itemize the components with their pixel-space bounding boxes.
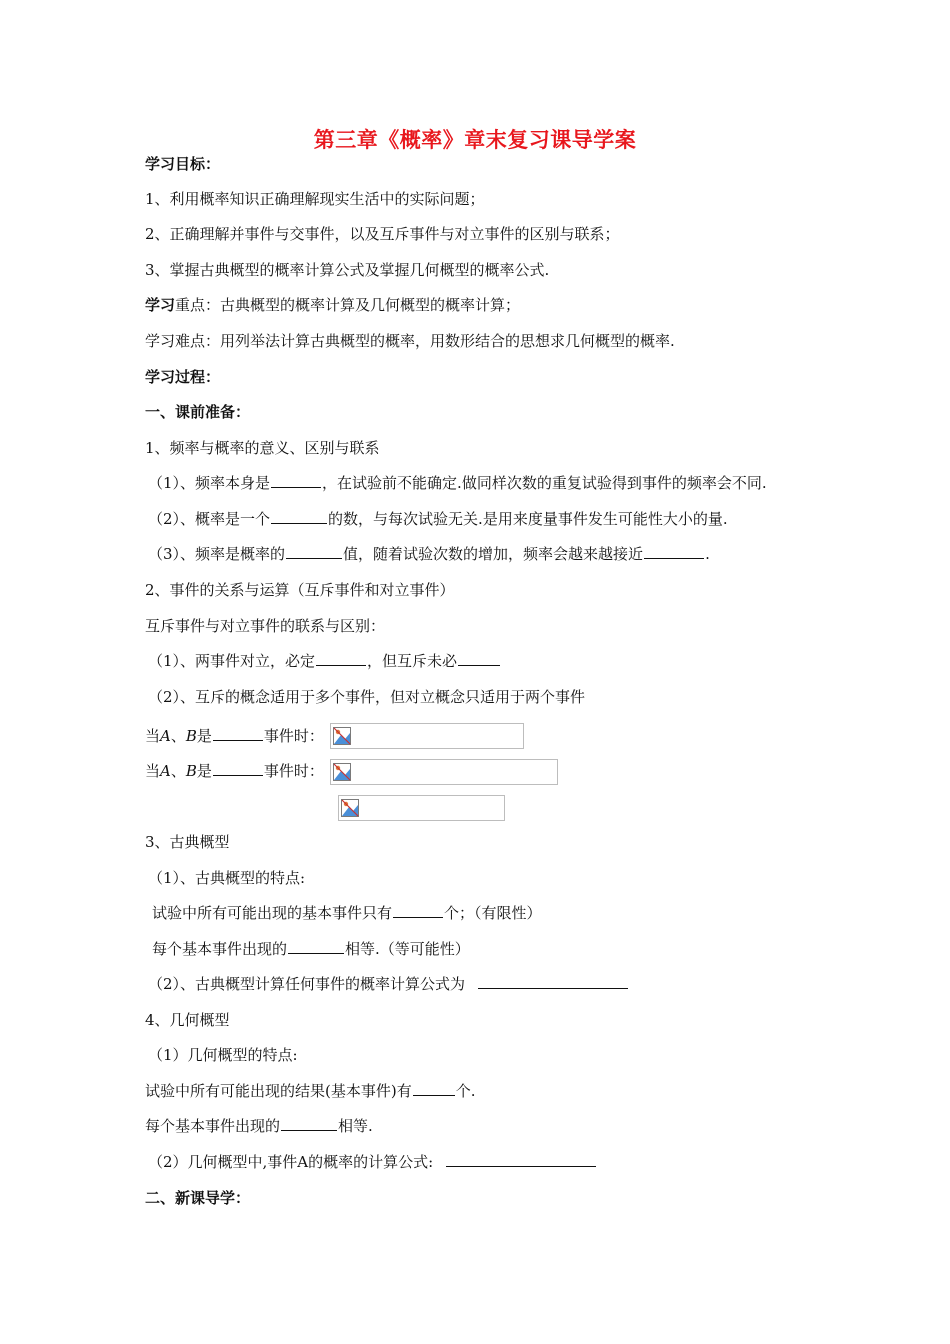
blank	[288, 939, 344, 954]
s2-item-2: （2）、互斥的概念适用于多个事件，但对立概念只适用于两个事件	[148, 688, 586, 706]
blank	[281, 1116, 337, 1131]
s3-item-1b	[152, 939, 470, 959]
when-text: 当	[145, 762, 161, 780]
s3-item-1a	[152, 903, 542, 923]
var-a: A	[160, 762, 171, 780]
when-line-1	[145, 726, 324, 746]
s4-item-1b	[145, 1116, 373, 1136]
s4-item-1a-text-b: 个.	[455, 1082, 476, 1100]
s2-item-1-text-b: ，但互斥未必	[367, 652, 458, 670]
s4-item-1b-text-a: 每个基本事件出现的	[145, 1117, 281, 1135]
s1-item-2-text-b: 的数，与每次试验无关.是用来度量事件发生可能性大小的量.	[328, 510, 728, 528]
s3-item-2-text: （2）、古典概型计算任何事件的概率计算公式为	[148, 975, 466, 993]
var-a: A	[160, 727, 171, 745]
blank	[413, 1081, 455, 1096]
when-end: 事件时：	[263, 762, 324, 780]
s3-item-1: （1）、古典概型的特点:	[148, 869, 306, 887]
s1-item-1	[148, 473, 767, 493]
blank	[213, 726, 263, 741]
s1-item-1-text-a: （1）、频率本身是	[148, 474, 271, 492]
s2-item-1-text-a: （1）、两事件对立，必定	[148, 652, 316, 670]
when-end: 事件时：	[263, 727, 324, 745]
s1-item-3-text-a: （3）、频率是概率的	[148, 545, 286, 563]
sep: 、	[170, 762, 186, 780]
s1-item-1-text-b: ，在试验前不能确定.做同样次数的重复试验得到事件的频率会不同.	[322, 474, 767, 492]
s3-item-1b-text-a: 每个基本事件出现的	[152, 940, 288, 958]
broken-image-icon	[341, 799, 359, 817]
var-b: B	[185, 762, 197, 780]
key-points	[145, 295, 520, 315]
var-b: B	[185, 727, 197, 745]
s3-item-2	[148, 974, 629, 994]
blank	[393, 903, 443, 918]
section-3-title: 3、古典概型	[145, 833, 230, 851]
section-2-title: 2、事件的关系与运算（互斥事件和对立事件）	[145, 581, 455, 599]
s1-item-3	[148, 544, 710, 564]
sep: 、	[170, 727, 186, 745]
goals-heading: 学习目标：	[145, 155, 221, 173]
key-points-text: 重点：古典概型的概率计算及几何概型的概率计算；	[175, 296, 521, 314]
s4-item-2-text: （2）几何概型中,事件A的概率的计算公式:	[148, 1153, 434, 1171]
difficulty-points: 学习难点：用列举法计算古典概型的概率，用数形结合的思想求几何概型的概率.	[145, 332, 675, 350]
s3-item-1a-text-b: 个；（有限性）	[444, 904, 542, 922]
formula-image-2	[330, 759, 558, 785]
s2-intro: 互斥事件与对立事件的联系与区别：	[145, 617, 386, 635]
s4-item-1b-text-b: 相等.	[338, 1117, 373, 1135]
s1-item-2	[148, 509, 728, 529]
blank	[644, 544, 704, 559]
when-text: 当	[145, 727, 161, 745]
blank	[478, 974, 628, 989]
section-4-title: 4、几何概型	[145, 1011, 230, 1029]
formula-image-3	[338, 795, 505, 821]
s4-item-1: （1）几何概型的特点:	[148, 1046, 298, 1064]
s2-item-1	[148, 651, 501, 671]
blank	[271, 473, 321, 488]
s4-item-1a	[145, 1081, 476, 1101]
s4-item-2	[148, 1152, 597, 1172]
blank	[446, 1152, 596, 1167]
when-line-2	[145, 761, 324, 781]
broken-image-icon	[333, 763, 351, 781]
broken-image-icon	[333, 727, 351, 745]
key-points-label: 学习	[145, 296, 176, 314]
page-title: 第三章《概率》章末复习课导学案	[313, 128, 637, 152]
s1-item-3-text-b: 值，随着试验次数的增加，频率会越来越接近	[343, 545, 644, 563]
new-lesson-heading: 二、新课导学：	[145, 1189, 251, 1207]
is-text: 是	[196, 762, 212, 780]
is-text: 是	[196, 727, 212, 745]
blank	[213, 761, 263, 776]
s1-item-3-text-c: .	[705, 545, 710, 563]
section-1-title: 1、频率与概率的意义、区别与联系	[145, 439, 380, 457]
blank	[458, 651, 500, 666]
s4-item-1a-text-a: 试验中所有可能出现的结果(基本事件)有	[145, 1082, 412, 1100]
goal-2: 2、正确理解并事件与交事件，以及互斥事件与对立事件的区别与联系；	[145, 225, 620, 243]
s3-item-1a-text-a: 试验中所有可能出现的基本事件只有	[152, 904, 393, 922]
formula-image-1	[330, 723, 524, 749]
blank	[316, 651, 366, 666]
process-heading: 学习过程：	[145, 368, 221, 386]
s3-item-1b-text-b: 相等.（等可能性）	[345, 940, 470, 958]
blank	[271, 509, 327, 524]
blank	[286, 544, 342, 559]
s1-item-2-text-a: （2）、概率是一个	[148, 510, 271, 528]
prep-heading: 一、课前准备：	[145, 403, 251, 421]
goal-1: 1、利用概率知识正确理解现实生活中的实际问题；	[145, 190, 485, 208]
goal-3: 3、掌握古典概型的概率计算公式及掌握几何概型的概率公式.	[145, 261, 550, 279]
